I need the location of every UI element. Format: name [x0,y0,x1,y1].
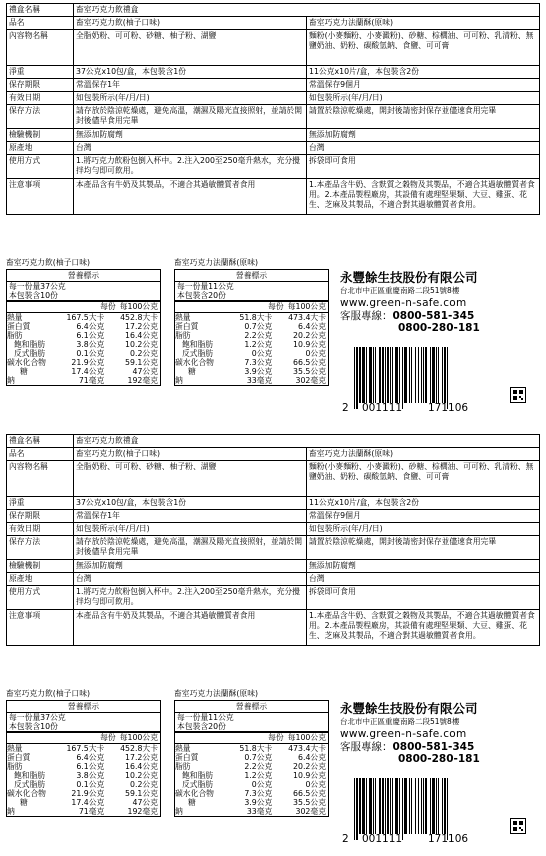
info-value-wafer: 台灣 [307,573,540,586]
info-row [7,523,540,536]
nutrient-per-100g: 10.2公克 [125,340,158,349]
nutrient-name: 飽和脂肪 [14,340,46,349]
nutrient-per-100g: 302毫克 [295,376,326,385]
product-label-bottom [6,434,540,854]
nutrient-name: 熱量 [175,313,191,322]
nutrient-name: 蛋白質 [7,753,31,762]
nutrition-facts-drink [6,688,161,817]
nutrient-name: 熱量 [7,744,23,753]
nutrient-per-100g: 59.1公克 [125,358,158,367]
nutrition-rows [175,744,328,816]
nutrient-per-serving: 51.8大卡 [239,313,273,322]
info-value-wafer: 常溫保存9個月 [307,79,540,92]
serving-info [175,282,328,302]
info-value-wafer: 麵粉(小麥麵粉、小麥澱粉)、砂糖、棕櫚油、可可粉、乳清粉、無鹽奶油、奶粉、碳酸氫鈉、食鹽、可可膏 [307,30,540,66]
info-value-wafer: 請置於陰涼乾燥處，開封後請密封保存並儘速食用完畢 [307,105,540,129]
nutrient-per-100g: 0公克 [305,349,326,358]
info-key: 檢驗機制 [7,560,74,573]
nutrient-name: 碳水化合物 [7,358,46,367]
nutrient-name: 飽和脂肪 [14,771,46,780]
company-name: 永豐餘生技股份有限公司 [340,701,478,716]
nutrient-name: 碳水化合物 [175,789,214,798]
nutrient-per-serving: 21.9公克 [71,358,105,367]
col-per-serving: 每份 [268,302,284,311]
servings-per-pack: 本包裝含10份 [9,722,58,731]
info-value-wafer: 如包裝所示(年/月/日) [307,92,540,105]
nutrient-per-100g: 10.9公克 [293,340,326,349]
nutrition-rows [7,744,160,816]
info-key: 檢驗機制 [7,129,74,142]
nutrient-per-100g: 0.2公克 [130,349,158,358]
phone-1: 0800-581-345 [392,310,475,322]
nutrient-name: 熱量 [175,744,191,753]
info-value-drink: 畜室巧克力飲(柚子口味) [74,17,307,30]
nutrition-column-headers [175,733,328,744]
product-info-table [6,434,540,646]
nutrient-name: 糖 [188,798,196,807]
info-value-drink: 台灣 [74,142,307,155]
nutrient-name: 飽和脂肪 [182,340,214,349]
info-row [7,30,540,66]
col-per-100g: 每100公克 [287,733,326,742]
barcode-digits-right: 171106 [428,833,469,845]
info-value-drink: 1.將巧克力飲粉包倒入杯中。2.注入200至250毫升熱水，充分攪拌均勻即可飲用。 [74,155,307,179]
company-address: 台北市中正區重慶南路二段51號8樓 [340,717,460,726]
nutrient-per-serving: 3.8公克 [76,771,105,780]
barcode-digits-right: 171106 [428,402,469,414]
info-key: 內容物名稱 [7,30,74,66]
info-value-drink: 請存放於陰涼乾燥處，避免高溫，潮濕及陽光直接照射，並請於開封後儘早食用完畢 [74,105,307,129]
info-row [7,586,540,610]
info-value-drink: 全脂奶粉、可可粉、砂糖、柚子粉、湖鹽 [74,30,307,66]
info-row [7,105,540,129]
nutrient-per-100g: 20.2公克 [293,331,326,340]
barcode-digit-lead: 2 [342,833,349,845]
nutrition-facts-drink [6,257,161,386]
info-key: 內容物名稱 [7,461,74,497]
nutrient-per-serving: 71毫克 [78,807,105,816]
nutrient-per-100g: 452.8大卡 [120,744,158,753]
serving-size: 每一份量37公克 [9,713,66,722]
serving-info [7,713,160,733]
col-per-serving: 每份 [268,733,284,742]
nutrient-per-serving: 0公克 [251,780,273,789]
nutrient-name: 糖 [20,367,28,376]
barcode [340,347,540,415]
nutrient-name: 熱量 [7,313,23,322]
info-value-drink: 常溫保存1年 [74,510,307,523]
info-key: 使用方式 [7,155,74,179]
col-per-100g: 每100公克 [287,302,326,311]
nutrient-per-100g: 6.4公克 [298,753,326,762]
nutrition-rows [7,313,160,385]
nutrient-name: 鈉 [7,376,15,385]
nutrient-name: 反式脂肪 [182,780,214,789]
serving-info [175,713,328,733]
barcode [340,778,540,846]
info-key: 品名 [7,448,74,461]
info-value-drink: 畜室巧克力飲(柚子口味) [74,448,307,461]
nutrient-name: 蛋白質 [175,753,199,762]
nutrient-per-100g: 473.4大卡 [288,313,326,322]
info-key: 原產地 [7,573,74,586]
info-key: 使用方式 [7,586,74,610]
nutrition-column-headers [175,302,328,313]
barcode-digits-left: 001111 [362,833,403,845]
nutrition-box [6,269,161,386]
serving-info [7,282,160,302]
info-row [7,461,540,497]
servings-per-pack: 本包裝含20份 [177,291,226,300]
nutrition-facts-wafer [174,257,329,386]
info-key: 淨重 [7,66,74,79]
nutrition-product-title: 畜室巧克力法蘭酥(原味) [174,689,259,698]
nutrition-box [174,700,329,817]
info-value-wafer: 1.本產品含牛奶、含麩質之穀物及其製品，不適合其過敏體質者食用。2.本產品製程廠房，其設備有處理堅果類、大豆、雞蛋、花生、芝麻及其製品，不適合對其過敏體質者食用。 [307,179,540,215]
info-value-wafer: 拆袋即可食用 [307,586,540,610]
nutrient-per-100g: 35.5公克 [293,798,326,807]
info-key: 禮盒名稱 [7,435,74,448]
nutrition-rows [175,313,328,385]
info-value-drink: 無添加防腐劑 [74,560,307,573]
nutrient-per-100g: 66.5公克 [293,358,326,367]
info-key: 注意事項 [7,610,74,646]
servings-per-pack: 本包裝含20份 [177,722,226,731]
nutrient-per-serving: 1.2公克 [244,771,273,780]
nutrient-per-serving: 167.5大卡 [66,313,105,322]
nutrient-per-serving: 33毫克 [246,807,273,816]
info-key: 注意事項 [7,179,74,215]
barcode-bars [354,778,498,834]
info-value-wafer: 11公克x10片/盒，本包裝含2份 [307,66,540,79]
serving-size: 每一份量37公克 [9,282,66,291]
nutrient-per-100g: 16.4公克 [125,762,158,771]
nutrition-heading: 營養標示 [175,701,328,713]
nutrient-name: 碳水化合物 [175,358,214,367]
nutrition-heading: 營養標示 [7,701,160,713]
nutrient-per-100g: 0.2公克 [130,780,158,789]
info-value-drink: 37公克x10包/盒，本包裝含1份 [74,497,307,510]
col-per-100g: 每100公克 [119,302,158,311]
nutrient-per-serving: 2.2公克 [244,762,273,771]
phone-1: 0800-581-345 [392,741,475,753]
nutrient-per-serving: 3.8公克 [76,340,105,349]
nutrition-product-title: 畜室巧克力飲(柚子口味) [6,689,91,698]
nutrient-per-serving: 7.3公克 [244,358,273,367]
info-value-wafer: 無添加防腐劑 [307,560,540,573]
nutrient-name: 反式脂肪 [14,780,46,789]
nutrient-per-100g: 6.4公克 [298,322,326,331]
info-value-wafer: 請置於陰涼乾燥處，開封後請密封保存並儘速食用完畢 [307,536,540,560]
nutrient-per-serving: 0.1公克 [76,780,105,789]
nutrient-per-100g: 59.1公克 [125,789,158,798]
nutrient-per-100g: 0公克 [305,780,326,789]
nutrition-column-headers [7,733,160,744]
info-value: 畜室巧克力飲禮盒 [74,4,540,17]
barcode-digit-lead: 2 [342,402,349,414]
info-value-wafer: 無添加防腐劑 [307,129,540,142]
info-row [7,92,540,105]
info-key: 有效日期 [7,523,74,536]
info-row [7,610,540,646]
nutrient-per-100g: 452.8大卡 [120,313,158,322]
info-value: 畜室巧克力飲禮盒 [74,435,540,448]
nutrient-per-100g: 17.2公克 [125,322,158,331]
info-row [7,448,540,461]
info-value-drink: 如包裝所示(年/月/日) [74,92,307,105]
bottom-section [6,257,540,419]
info-key: 保存期限 [7,79,74,92]
nutrient-name: 鈉 [175,376,183,385]
info-value-drink: 常溫保存1年 [74,79,307,92]
info-value-wafer: 1.本產品含牛奶、含麩質之穀物及其製品，不適合其過敏體質者食用。2.本產品製程廠房，其設備有處理堅果類、大豆、雞蛋、花生、芝麻及其製品，不適合對其過敏體質者食用。 [307,610,540,646]
nutrient-per-serving: 3.9公克 [244,798,273,807]
recycle-icon [510,818,526,834]
company-info [340,700,540,765]
nutrient-per-serving: 51.8大卡 [239,744,273,753]
info-row [7,129,540,142]
nutrient-per-serving: 6.4公克 [76,753,105,762]
product-label-top [6,3,540,423]
col-per-serving: 每份 [100,733,116,742]
nutrient-per-serving: 0.7公克 [244,753,273,762]
nutrient-per-serving: 6.4公克 [76,322,105,331]
nutrition-product-title: 畜室巧克力法蘭酥(原味) [174,258,259,267]
servings-per-pack: 本包裝含10份 [9,291,58,300]
barcode-bars [354,347,498,403]
info-value-drink: 37公克x10包/盒，本包裝含1份 [74,66,307,79]
nutrient-per-serving: 7.3公克 [244,789,273,798]
info-key: 有效日期 [7,92,74,105]
company-address: 台北市中正區重慶南路二段51號8樓 [340,286,460,295]
info-row [7,17,540,30]
recycle-icon [510,387,526,403]
info-key: 保存方法 [7,105,74,129]
info-value-drink: 台灣 [74,573,307,586]
nutrient-per-serving: 6.1公克 [76,331,105,340]
col-per-100g: 每100公克 [119,733,158,742]
info-row [7,536,540,560]
nutrient-name: 反式脂肪 [14,349,46,358]
company-url: www.green-n-safe.com [340,297,467,309]
info-value-drink: 無添加防腐劑 [74,129,307,142]
nutrient-per-serving: 71毫克 [78,376,105,385]
info-row [7,4,540,17]
nutrition-heading: 營養標示 [7,270,160,282]
hotline-label: 客服專線： [340,741,393,753]
nutrient-name: 鈉 [175,807,183,816]
info-value-wafer: 麵粉(小麥麵粉、小麥澱粉)、砂糖、棕櫚油、可可粉、乳清粉、無鹽奶油、奶粉、碳酸氫鈉、食鹽、可可膏 [307,461,540,497]
nutrition-box [6,700,161,817]
nutrient-per-100g: 10.2公克 [125,771,158,780]
nutrition-column-headers [7,302,160,313]
nutrient-per-100g: 35.5公克 [293,367,326,376]
info-value-drink: 全脂奶粉、可可粉、砂糖、柚子粉、湖鹽 [74,461,307,497]
nutrient-name: 糖 [20,798,28,807]
nutrition-product-title: 畜室巧克力飲(柚子口味) [6,258,91,267]
info-key: 淨重 [7,497,74,510]
nutrient-name: 飽和脂肪 [182,771,214,780]
nutrient-per-serving: 6.1公克 [76,762,105,771]
nutrient-per-serving: 17.4公克 [71,798,105,807]
info-value-wafer: 畜室巧克力法蘭酥(原味) [307,448,540,461]
info-row [7,79,540,92]
info-row [7,573,540,586]
phone-2: 0800-280-181 [398,753,480,765]
nutrient-per-serving: 2.2公克 [244,331,273,340]
nutrient-per-serving: 1.2公克 [244,340,273,349]
nutrient-per-serving: 0.7公克 [244,322,273,331]
info-value-wafer: 拆袋即可食用 [307,155,540,179]
info-value-wafer: 11公克x10片/盒，本包裝含2份 [307,497,540,510]
nutrient-per-serving: 167.5大卡 [66,744,105,753]
nutrient-per-100g: 16.4公克 [125,331,158,340]
nutrient-per-100g: 302毫克 [295,807,326,816]
info-row [7,179,540,215]
info-row [7,142,540,155]
nutrient-name: 脂肪 [175,762,191,771]
info-row [7,435,540,448]
nutrient-per-100g: 473.4大卡 [288,744,326,753]
info-value-drink: 1.將巧克力飲粉包倒入杯中。2.注入200至250毫升熱水，充分攪拌均勻即可飲用。 [74,586,307,610]
nutrient-name: 反式脂肪 [182,349,214,358]
serving-size: 每一份量11公克 [177,282,234,291]
barcode-digits-left: 001111 [362,402,403,414]
nutrient-per-100g: 10.9公克 [293,771,326,780]
nutrient-name: 碳水化合物 [7,789,46,798]
nutrient-per-100g: 17.2公克 [125,753,158,762]
nutrient-name: 脂肪 [175,331,191,340]
hotline-label: 客服專線： [340,310,393,322]
nutrient-name: 蛋白質 [175,322,199,331]
nutrient-per-serving: 0公克 [251,349,273,358]
nutrient-per-serving: 3.9公克 [244,367,273,376]
info-value-drink: 本產品含有牛奶及其製品，不適合其過敏體質者食用 [74,179,307,215]
info-key: 保存期限 [7,510,74,523]
info-value-wafer: 畜室巧克力法蘭酥(原味) [307,17,540,30]
info-row [7,560,540,573]
nutrient-per-100g: 192毫克 [127,376,158,385]
nutrition-heading: 營養標示 [175,270,328,282]
nutrient-per-serving: 33毫克 [246,376,273,385]
info-key: 保存方法 [7,536,74,560]
info-key: 禮盒名稱 [7,4,74,17]
nutrient-per-100g: 66.5公克 [293,789,326,798]
info-value-drink: 如包裝所示(年/月/日) [74,523,307,536]
nutrition-facts-wafer [174,688,329,817]
nutrient-name: 糖 [188,367,196,376]
nutrient-name: 蛋白質 [7,322,31,331]
nutrient-name: 鈉 [7,807,15,816]
nutrient-name: 脂肪 [7,762,23,771]
nutrient-per-100g: 192毫克 [127,807,158,816]
info-value-wafer: 常溫保存9個月 [307,510,540,523]
nutrition-box [174,269,329,386]
nutrient-per-100g: 47公克 [132,798,158,807]
nutrient-per-serving: 0.1公克 [76,349,105,358]
company-url: www.green-n-safe.com [340,728,467,740]
info-row [7,510,540,523]
col-per-serving: 每份 [100,302,116,311]
info-row [7,155,540,179]
info-key: 品名 [7,17,74,30]
phone-2: 0800-280-181 [398,322,480,334]
hotline-1 [340,741,540,753]
bottom-section [6,688,540,850]
info-key: 原產地 [7,142,74,155]
nutrient-per-100g: 47公克 [132,367,158,376]
info-value-drink: 本產品含有牛奶及其製品，不適合其過敏體質者食用 [74,610,307,646]
serving-size: 每一份量11公克 [177,713,234,722]
nutrient-per-100g: 20.2公克 [293,762,326,771]
info-value-drink: 請存放於陰涼乾燥處，避免高溫，潮濕及陽光直接照射，並請於開封後儘早食用完畢 [74,536,307,560]
product-info-table [6,3,540,215]
nutrient-name: 脂肪 [7,331,23,340]
info-row [7,66,540,79]
nutrient-per-serving: 17.4公克 [71,367,105,376]
info-value-wafer: 如包裝所示(年/月/日) [307,523,540,536]
company-info [340,269,540,334]
info-value-wafer: 台灣 [307,142,540,155]
info-row [7,497,540,510]
company-name: 永豐餘生技股份有限公司 [340,270,478,285]
nutrient-per-serving: 21.9公克 [71,789,105,798]
hotline-1 [340,310,540,322]
